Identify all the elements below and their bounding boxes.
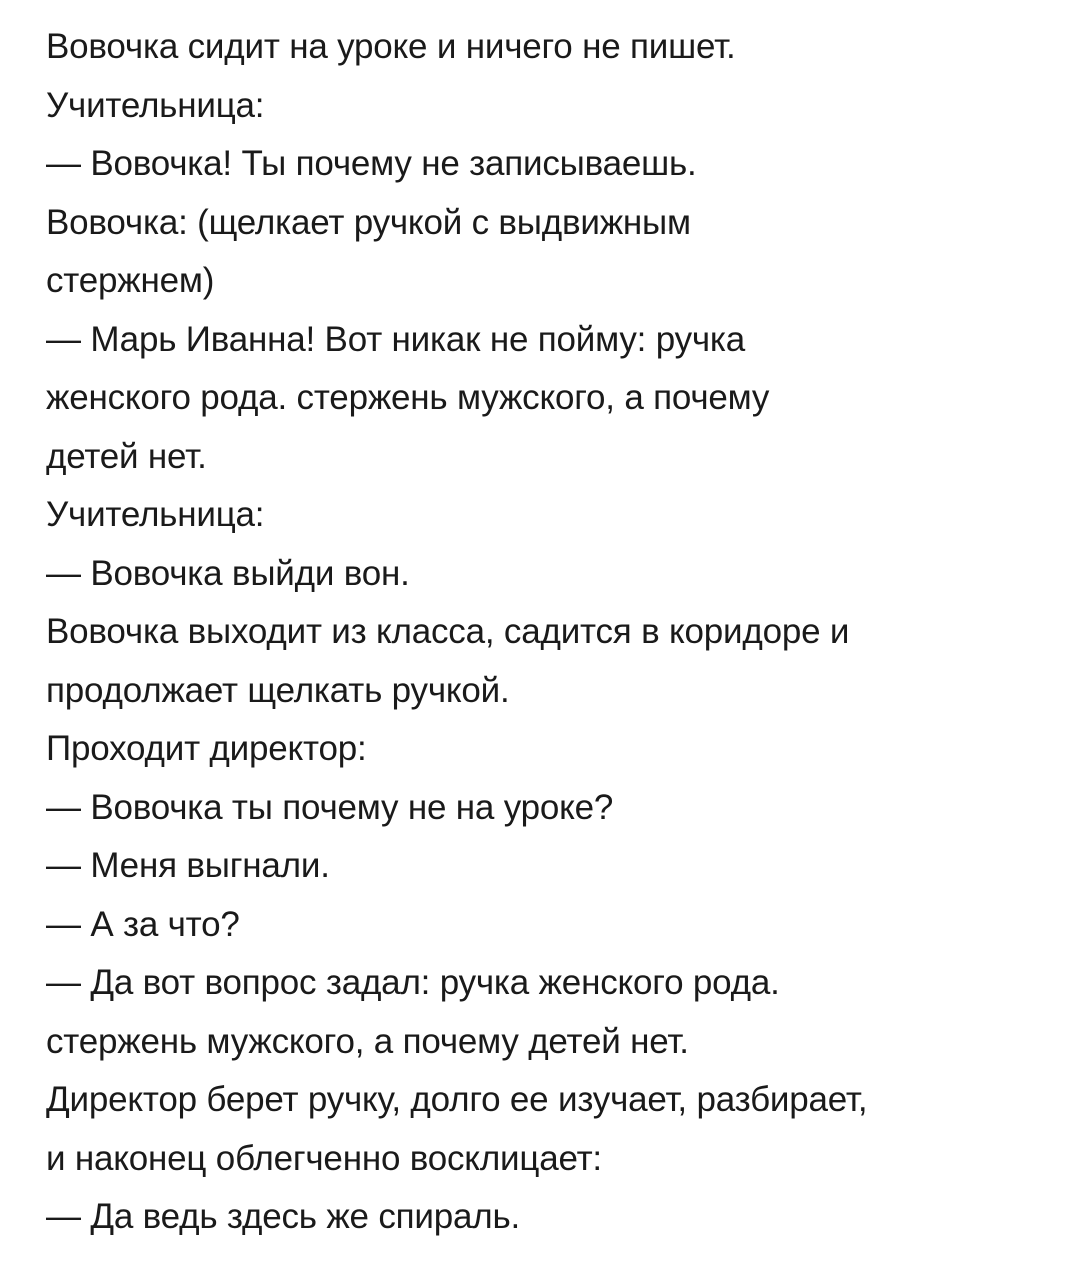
text-line: женского рода. стержень мужского, а почему	[46, 378, 770, 417]
text-line: стержень мужского, а почему детей нет.	[46, 1021, 689, 1061]
text-line: Вовочка выходит из класса, садится в коридоре и	[46, 612, 850, 651]
text-line: и наконец облегченно восклицает:	[46, 1138, 602, 1178]
text-line: Вовочка сидит на уроке и ничего не пишет.	[46, 27, 736, 66]
text-line: — Вовочка ты почему не на уроке?	[46, 787, 614, 827]
text-line: Проходит директор:	[46, 729, 367, 768]
post-text	[46, 18, 1056, 1247]
text-line: — Да вот вопрос задал: ручка женского рода.	[46, 963, 780, 1002]
text-line: — Да ведь здесь же спираль.	[46, 1197, 521, 1236]
text-line: стержнем)	[46, 261, 215, 300]
text-line: Учительница:	[46, 495, 265, 534]
text-line: — Меня выгнали.	[46, 846, 330, 885]
text-line: Директор берет ручку, долго ее изучает, разбирает,	[46, 1080, 868, 1119]
text-line: Учительница:	[46, 85, 265, 125]
text-line: детей нет.	[46, 436, 207, 476]
text-line: — Вовочка! Ты почему не записываешь.	[46, 144, 697, 183]
text-line: — Марь Иванна! Вот никак не пойму: ручка	[46, 319, 746, 359]
text-line: — Вовочка выйди вон.	[46, 553, 410, 593]
text-line: продолжает щелкать ручкой.	[46, 670, 510, 710]
text-line: — А за что?	[46, 904, 240, 944]
text-line: Вовочка: (щелкает ручкой с выдвижным	[46, 202, 691, 242]
